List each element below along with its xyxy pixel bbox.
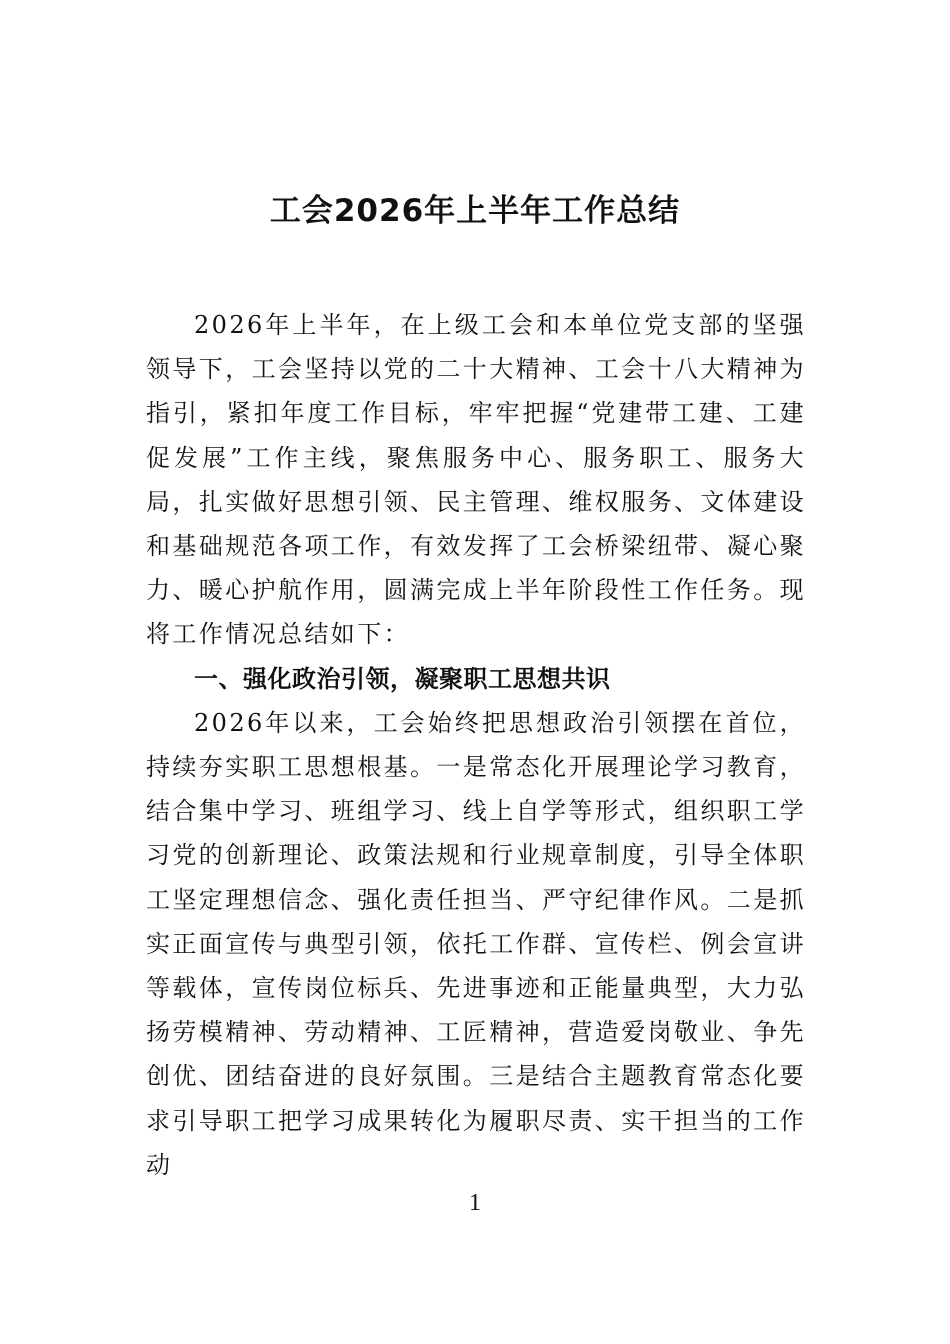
- document-body: [146, 303, 806, 1187]
- document-title: 工会2026年上半年工作总结: [269, 193, 681, 229]
- section-heading: 一、强化政治引领，凝聚职工思想共识: [194, 664, 611, 693]
- intro-paragraph: 2026年上半年，在上级工会和本单位党支部的坚强领导下，工会坚持以党的二十大精神、工会十八大精神为指引，紧扣年度工作目标，牢牢把握“党建带工建、工建促发展”工作主线，聚焦服务中心、服务职工、服务大局，扎实做好思想引领、民主管理、维权服务、文体建设和基础规范各项工作，有效发挥了工会桥梁纽带、凝心聚力、暖心护航作用，圆满完成上半年阶段性工作任务。现将工作情况总结如下：: [146, 311, 806, 649]
- section-paragraph: 2026年以来，工会始终把思想政治引领摆在首位，持续夯实职工思想根基。一是常态化开展理论学习教育，结合集中学习、班组学习、线上自学等形式，组织职工学习党的创新理论、政策法规和行业规章制度，引导全体职工坚定理想信念、强化责任担当、严守纪律作风。二是抓实正面宣传与典型引领，依托工作群、宣传栏、例会宣讲等载体，宣传岗位标兵、先进事迹和正能量典型，大力弘扬劳模精神、劳动精神、工匠精神，营造爱岗敬业、争先创优、团结奋进的良好氛围。三是结合主题教育常态化要求引导职工把学习成果转化为履职尽责、实干担当的工作动: [146, 708, 806, 1179]
- page-number: 1: [469, 1190, 481, 1216]
